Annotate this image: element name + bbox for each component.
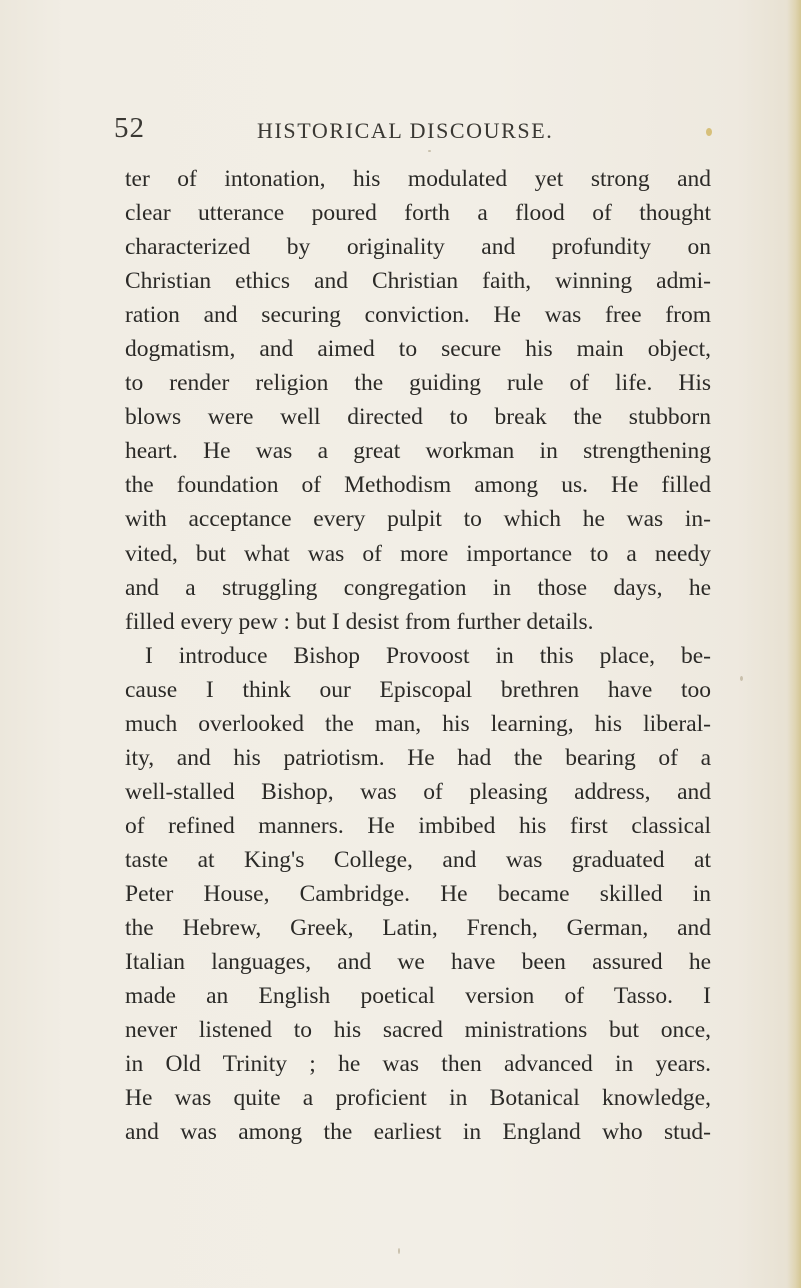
text-line: much overlooked the man, his learning, his liberal-: [125, 710, 711, 737]
text-line: heart. He was a great workman in strengthening: [125, 438, 711, 465]
paper-speck: [398, 1248, 400, 1254]
text-line: and a struggling congregation in those days, he: [125, 574, 711, 601]
running-head: [0, 112, 801, 152]
text-line: vited, but what was of more importance to a needy: [125, 540, 711, 567]
paper-speck: [428, 150, 431, 152]
running-title: HISTORICAL DISCOURSE.: [257, 118, 554, 143]
text-line: the foundation of Methodism among us. He filled: [125, 472, 711, 499]
text-line: Christian ethics and Christian faith, winning admi-: [125, 268, 711, 295]
text-line: blows were well directed to break the stubborn: [125, 404, 711, 431]
text-line: well-stalled Bishop, was of pleasing address, and: [125, 778, 711, 805]
text-line: dogmatism, and aimed to secure his main object,: [125, 336, 711, 363]
text-line: clear utterance poured forth a flood of thought: [125, 200, 711, 227]
text-line: in Old Trinity ; he was then advanced in years.: [125, 1051, 711, 1078]
text-line: characterized by originality and profundity on: [125, 234, 711, 261]
text-line: to render religion the guiding rule of life. His: [125, 370, 711, 397]
text-line: ter of intonation, his modulated yet strong and: [125, 166, 711, 192]
text-line: ity, and his patriotism. He had the bearing of a: [125, 744, 711, 771]
text-line: with acceptance every pulpit to which he was in-: [125, 506, 711, 533]
text-line: made an English poetical version of Tasso. I: [125, 983, 711, 1010]
text-line: cause I think our Episcopal brethren have too: [125, 676, 711, 703]
text-line: Italian languages, and we have been assured he: [125, 949, 711, 976]
text-line: taste at King's College, and was graduated at: [125, 846, 711, 873]
text-line: Peter House, Cambridge. He became skilled in: [125, 880, 711, 907]
paper-speck: [740, 676, 743, 681]
text-line: ration and securing conviction. He was free from: [125, 302, 711, 329]
paper-speck: [706, 128, 712, 136]
text-line: and was among the earliest in England who stud-: [125, 1119, 711, 1146]
text-line: of refined manners. He imbibed his first classical: [125, 812, 711, 839]
text-line: filled every pew : but I desist from further details.: [125, 608, 594, 635]
text-line: never listened to his sacred ministrations but once,: [125, 1017, 711, 1044]
page-number: 52: [114, 112, 145, 144]
body-text: [125, 162, 711, 1149]
text-line: the Hebrew, Greek, Latin, French, German, and: [125, 915, 711, 942]
page-edge-shadow: [787, 0, 801, 1288]
paragraph-first-line: I introduce Bishop Provoost in this place, be-: [145, 642, 711, 669]
text-line: He was quite a proficient in Botanical knowledge,: [125, 1085, 711, 1112]
